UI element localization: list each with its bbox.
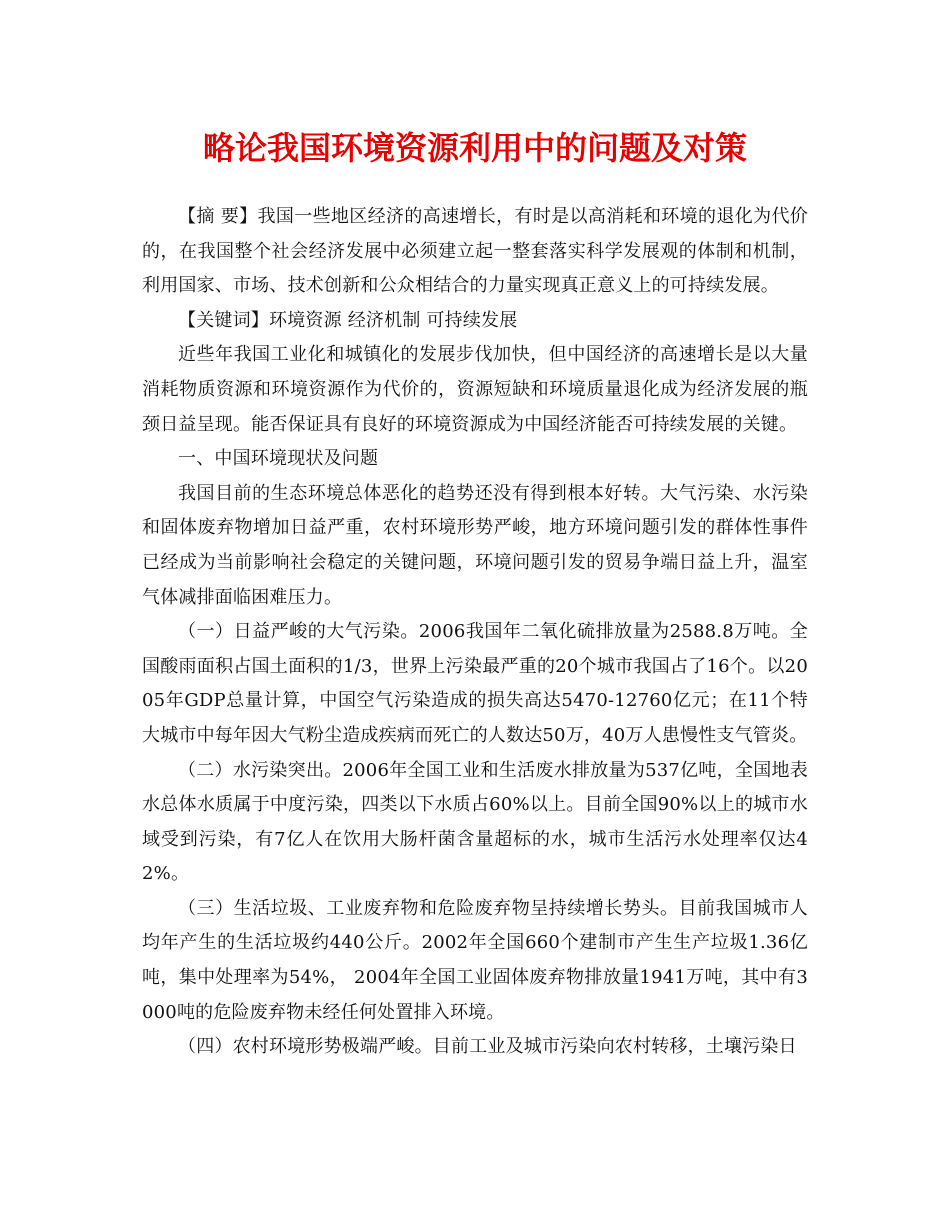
document-body	[142, 200, 808, 1065]
document-title: 略论我国环境资源利用中的问题及对策	[202, 129, 747, 167]
body-paragraph: （一）日益严峻的大气污染。2006我国年二氧化硫排放量为2588.8万吨。全国酸雨面积占国土面积的1/3，世界上污染最严重的20个城市我国占了16个。以2005年GDP总量计算，中国空气污染造成的损失高达5470-12760亿元；在11个特大城市中每年因大气粉尘造成疾病而死亡的人数达50万，40万人患慢性支气管炎。	[142, 621, 808, 746]
body-paragraph: 我国目前的生态环境总体恶化的趋势还没有得到根本好转。大气污染、水污染和固体废弃物增加日益严重，农村环境形势严峻，地方环境问题引发的群体性事件已经成为当前影响社会稳定的关键问题，环境问题引发的贸易争端日益上升，温室气体减排面临困难压力。	[142, 482, 808, 608]
section-heading: 一、中国环境现状及问题	[178, 448, 379, 470]
intro-paragraph: 近些年我国工业化和城镇化的发展步伐加快，但中国经济的高速增长是以大量消耗物质资源和环境资源作为代价的，资源短缺和环境质量退化成为经济发展的瓶颈日益呈现。能否保证具有良好的环境资源成为中国经济能否可持续发展的关键。	[142, 344, 808, 435]
keywords-paragraph: 【关键词】环境资源 经济机制 可持续发展	[178, 309, 518, 331]
body-paragraph: （二）水污染突出。2006年全国工业和生活废水排放量为537亿吨，全国地表水总体水质属于中度污染，四类以下水质占60%以上。目前全国90%以上的城市水域受到污染，有7亿人在饮用大肠杆菌含量超标的水，城市生活污水处理率仅达42%。	[142, 759, 808, 885]
body-paragraph: （四）农村环境形势极端严峻。目前工业及城市污染向农村转移，土壤污染日	[178, 1036, 797, 1058]
abstract-paragraph: 【摘 要】我国一些地区经济的高速增长，有时是以高消耗和环境的退化为代价的，在我国整个社会经济发展中必须建立起一整套落实科学发展观的体制和机制，利用国家、市场、技术创新和公众相结合的力量实现真正意义上的可持续发展。	[142, 206, 808, 297]
body-paragraph: （三）生活垃圾、工业废弃物和危险废弃物呈持续增长势头。目前我国城市人均年产生的生活垃圾约440公斤。2002年全国660个建制市产生生产垃圾1.36亿吨，集中处理率为54%， 2004年全国工业固体废弃物排放量1941万吨，其中有3000吨的危险废弃物未经任何处置排入环境。	[142, 897, 808, 1023]
